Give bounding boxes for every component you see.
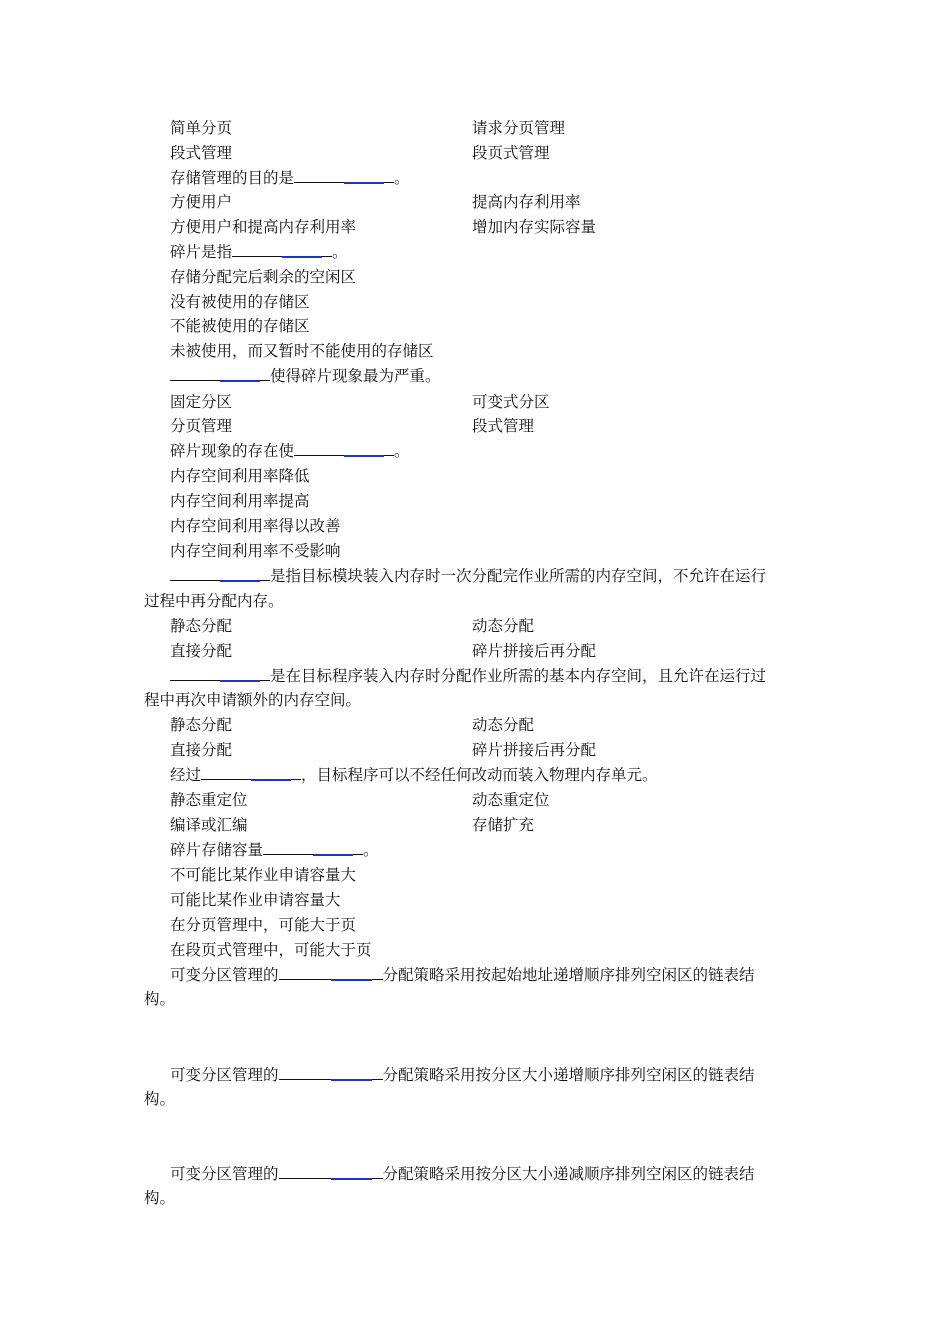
option-d: 段页式管理 [472, 144, 550, 162]
answer-blank [170, 666, 270, 681]
stem-continuation: 构。 [144, 1189, 176, 1207]
question-stem [170, 441, 410, 461]
option-d: 内存空间利用率不受影响 [170, 542, 341, 560]
answer-blank [294, 168, 394, 183]
option-a: 内存空间利用率降低 [170, 467, 310, 485]
option-b: 动态分配 [472, 617, 535, 635]
answer-blank [279, 965, 383, 980]
option-a: 存储分配完后剩余的空闲区 [170, 268, 357, 286]
option-d: 在段页式管理中，可能大于页 [170, 941, 372, 959]
question-stem [170, 1164, 755, 1184]
option-c: 分页管理 [170, 417, 233, 435]
option-a: 不可能比某作业申请容量大 [170, 866, 357, 884]
stem-text: 。 [332, 243, 348, 261]
option-c: 直接分配 [170, 741, 233, 759]
option-a: 方便用户 [170, 193, 233, 211]
option-a: 静态分配 [170, 716, 233, 734]
option-b: 动态分配 [472, 716, 535, 734]
stem-text: 存储管理的目的是 [170, 169, 295, 187]
stem-text: 。 [394, 442, 410, 460]
stem-text: 分配策略采用按分区大小递增顺序排列空闲区的链表结 [382, 1066, 755, 1084]
stem-text: 碎片是指 [170, 243, 233, 261]
answer-blank [232, 242, 332, 257]
answer-blank [263, 840, 363, 855]
option-c: 直接分配 [170, 642, 233, 660]
stem-continuation: 过程中再分配内存。 [144, 592, 284, 610]
option-c: 不能被使用的存储区 [170, 317, 310, 335]
question-stem [170, 168, 410, 188]
stem-text: 碎片现象的存在使 [170, 442, 295, 460]
option-d: 段式管理 [472, 417, 535, 435]
option-c: 在分页管理中，可能大于页 [170, 916, 357, 934]
stem-text: 分配策略采用按起始地址递增顺序排列空闲区的链表结 [382, 966, 755, 984]
answer-blank [170, 566, 270, 581]
option-c: 内存空间利用率得以改善 [170, 517, 341, 535]
option-c: 编译或汇编 [170, 816, 248, 834]
question-stem [170, 840, 379, 860]
question-stem [170, 765, 658, 785]
option-d: 碎片拼接后再分配 [472, 642, 597, 660]
stem-text: ，目标程序可以不经任何改动而装入物理内存单元。 [301, 766, 658, 784]
option-d: 增加内存实际容量 [472, 218, 597, 236]
option-b: 动态重定位 [472, 791, 550, 809]
option-a: 固定分区 [170, 393, 233, 411]
option-b: 提高内存利用率 [472, 193, 581, 211]
stem-text: 可变分区管理的 [170, 966, 279, 984]
question-stem [170, 366, 441, 386]
question-stem [170, 566, 766, 586]
option-b: 没有被使用的存储区 [170, 293, 310, 311]
stem-text: 。 [394, 169, 410, 187]
stem-text: 是指目标模块装入内存时一次分配完作业所需的内存空间，不允许在运行 [270, 567, 767, 585]
stem-text: 经过 [170, 766, 202, 784]
option-d: 碎片拼接后再分配 [472, 741, 597, 759]
question-stem [170, 1065, 755, 1085]
stem-continuation: 构。 [144, 1090, 176, 1108]
question-stem [170, 965, 755, 985]
option-a: 静态分配 [170, 617, 233, 635]
option-c: 段式管理 [170, 144, 233, 162]
option-b: 可变式分区 [472, 393, 550, 411]
stem-text: 可变分区管理的 [170, 1066, 279, 1084]
stem-continuation: 程中再次申请额外的内存空间。 [144, 691, 362, 709]
option-d: 存储扩充 [472, 816, 535, 834]
option-c: 方便用户和提高内存利用率 [170, 218, 357, 236]
question-stem [170, 242, 348, 262]
stem-text: 分配策略采用按分区大小递减顺序排列空闲区的链表结 [382, 1165, 755, 1183]
answer-blank [201, 765, 301, 780]
stem-continuation: 构。 [144, 990, 176, 1008]
option-b: 内存空间利用率提高 [170, 492, 310, 510]
stem-text: 是在目标程序装入内存时分配作业所需的基本内存空间，且允许在运行过 [270, 667, 767, 685]
answer-blank [279, 1065, 383, 1080]
option-a: 静态重定位 [170, 791, 248, 809]
stem-text: 。 [363, 841, 379, 859]
stem-text: 碎片存储容量 [170, 841, 264, 859]
stem-text: 可变分区管理的 [170, 1165, 279, 1183]
answer-blank [279, 1164, 383, 1179]
answer-blank [294, 441, 394, 456]
option-d: 未被使用，而又暂时不能使用的存储区 [170, 342, 434, 360]
stem-text: 使得碎片现象最为严重。 [270, 367, 441, 385]
option-a: 简单分页 [170, 119, 233, 137]
option-b: 可能比某作业申请容量大 [170, 891, 341, 909]
option-b: 请求分页管理 [472, 119, 566, 137]
answer-blank [170, 366, 270, 381]
question-stem [170, 666, 766, 686]
